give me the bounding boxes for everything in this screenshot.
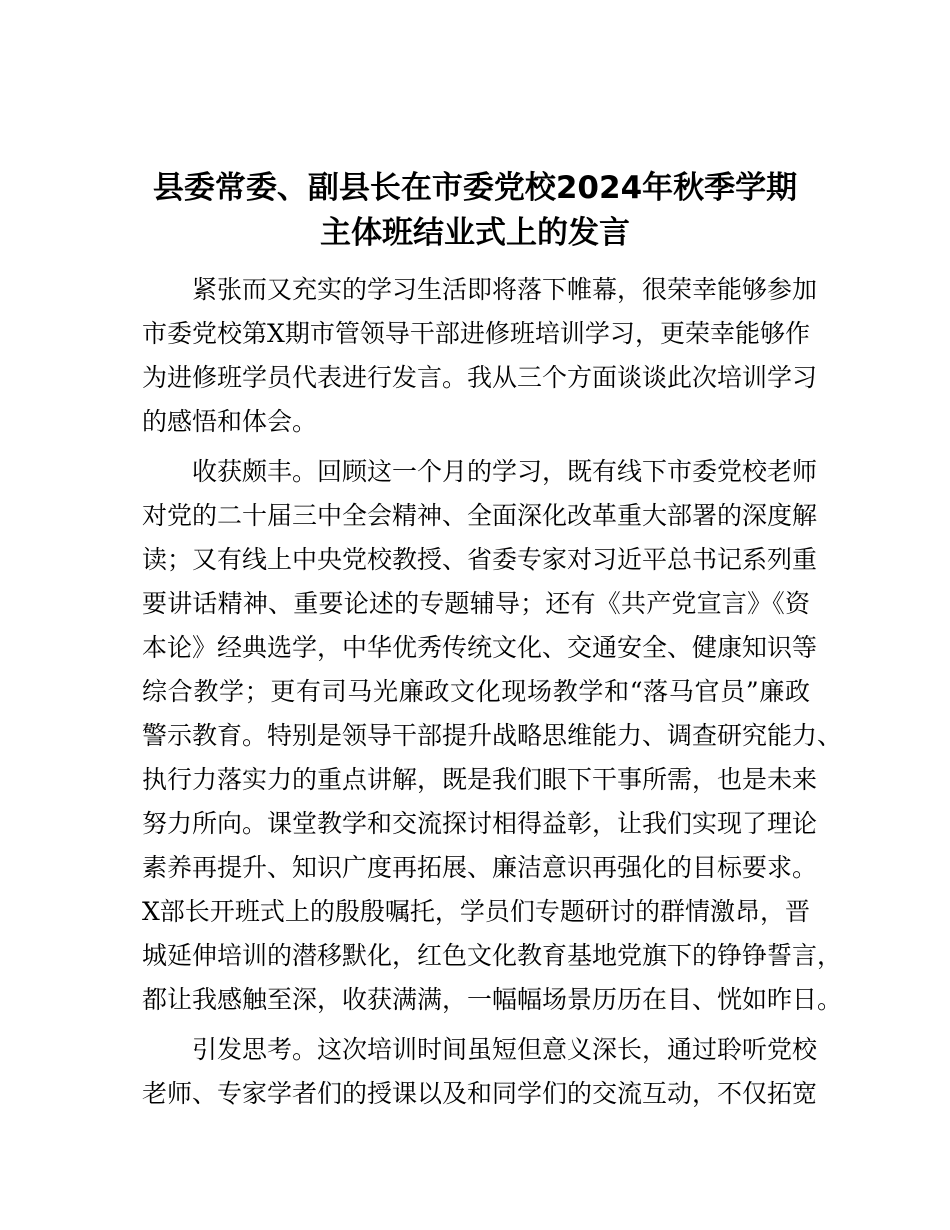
paragraph-line: 收获颇丰。回顾这一个月的学习，既有线下市委党校老师	[192, 457, 818, 486]
paragraph-line: 市委党校第X期市管领导干部进修班培训学习，更荣幸能够作	[142, 319, 810, 348]
document-body	[142, 268, 843, 1122]
paragraph-line: 执行力落实力的重点讲解，既是我们眼下干事所需，也是未来	[142, 765, 818, 794]
paragraph-line: 读；又有线上中央党校教授、省委专家对习近平总书记系列重	[142, 545, 818, 574]
paragraph	[142, 1028, 818, 1116]
paragraph-line: 城延伸培训的潜移默化，红色文化教育基地党旗下的铮铮誓言，	[142, 941, 843, 970]
document-title-line-1: 县委常委、副县长在市委党校2024年秋季学期	[152, 170, 798, 206]
paragraph-line: 综合教学；更有司马光廉政文化现场教学和“落马官员”廉政	[142, 677, 810, 706]
paragraph-line: 的感悟和体会。	[142, 407, 318, 436]
paragraph-line: 都让我感触至深，收获满满，一幅幅场景历历在目、恍如昨日。	[142, 985, 843, 1014]
paragraph	[142, 450, 843, 1022]
paragraph-line: 努力所向。课堂教学和交流探讨相得益彰，让我们实现了理论	[142, 809, 818, 838]
paragraph-line: 警示教育。特别是领导干部提升战略思维能力、调查研究能力、	[142, 721, 843, 750]
paragraph-line: X部长开班式上的殷殷嘱托，学员们专题研讨的群情激昂，晋	[142, 897, 810, 926]
paragraph-line: 要讲话精神、重要论述的专题辅导；还有《共产党宣言》《资	[142, 589, 810, 618]
paragraph-line: 引发思考。这次培训时间虽短但意义深长，通过聆听党校	[192, 1035, 818, 1064]
document-title-line-2: 主体班结业式上的发言	[320, 215, 630, 251]
paragraph-line: 素养再提升、知识广度再拓展、廉洁意识再强化的目标要求。	[142, 853, 818, 882]
paragraph-line: 紧张而又充实的学习生活即将落下帷幕，很荣幸能够参加	[192, 275, 818, 304]
paragraph-line: 对党的二十届三中全会精神、全面深化改革重大部署的深度解	[142, 501, 818, 530]
paragraph	[142, 268, 818, 444]
paragraph-line: 为进修班学员代表进行发言。我从三个方面谈谈此次培训学习	[142, 363, 818, 392]
paragraph-line: 老师、专家学者们的授课以及和同学们的交流互动，不仅拓宽	[142, 1079, 818, 1108]
paragraph-line: 本论》经典选学，中华优秀传统文化、交通安全、健康知识等	[142, 633, 818, 662]
